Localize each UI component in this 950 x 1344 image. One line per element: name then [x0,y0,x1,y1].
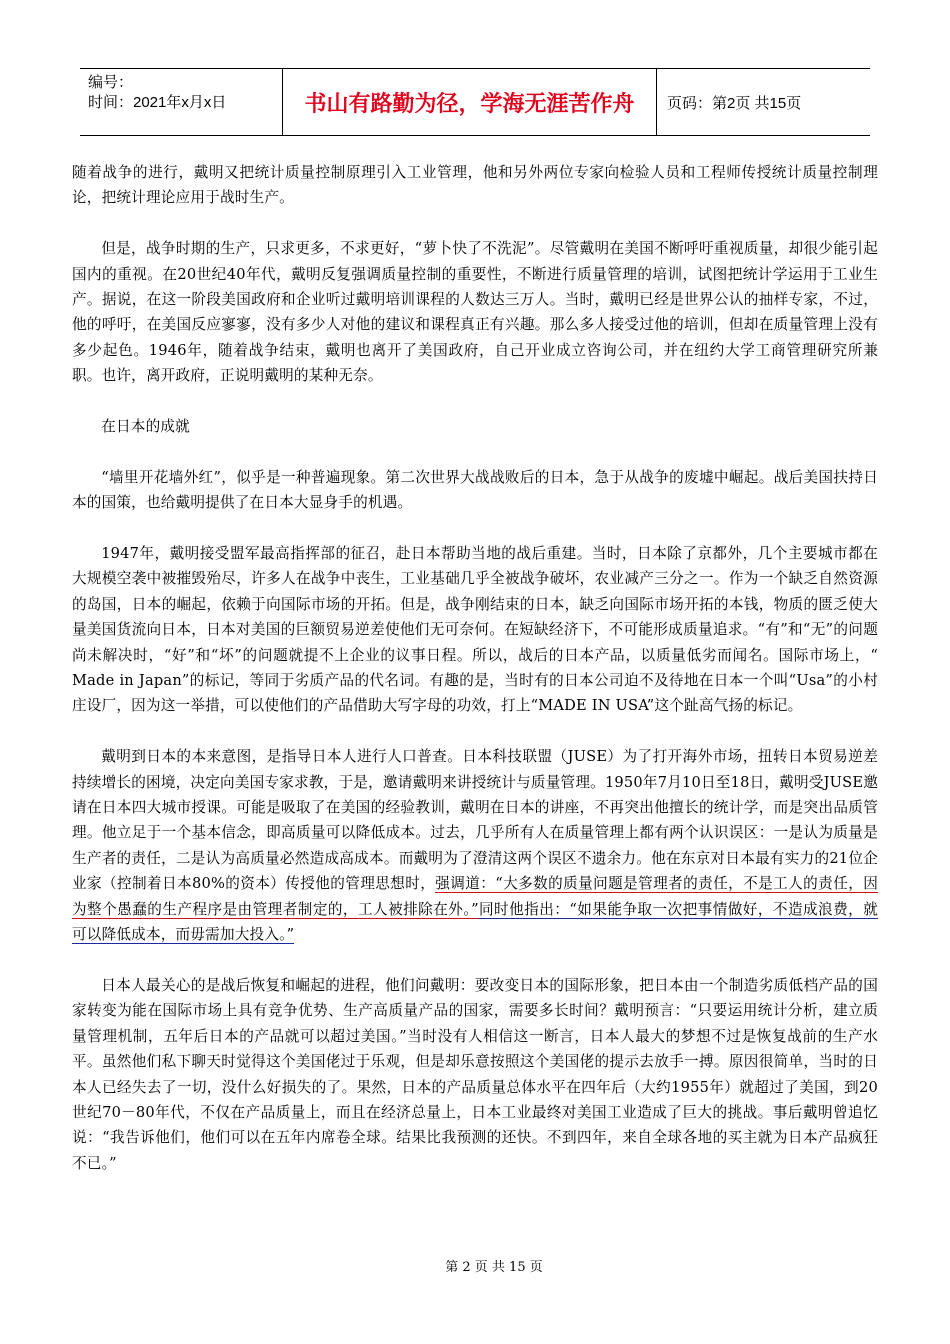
section-heading: 在日本的成就 [101,418,190,436]
paragraph-5 [72,744,878,947]
paragraph-5-text: 戴明到日本的本来意图，是指导日本人进行人口普查。日本科技联盟（JUSE）为了打开海外市场，扭转日本贸易逆差持续增长的困境，决定向美国专家求教，于是，邀请戴明来讲授统计与质量管理。1950年7月10日至18日，戴明受JUSE邀请在日本四大城市授课。可能是吸取了在美国的经验教训，戴明在日本的讲座，不再突出他擅长的统计学，而是突出品质管理。他立足于一个基本信念，即高质量可以降低成本。过去，几乎所有人在质量管理上都有两个认识误区：一是认为质量是生产者的责任，二是认为高质量必然造成高成本。而戴明为了澄清这两个误区不遗余力。他在东京对日本最有实力的21位企业家（控制着日本80%的资本）传授他的管理思想时， [72,748,878,893]
header-number-label: 编号： [88,74,134,91]
paragraph-2: 但是，战争时期的生产，只求更多，不求更好，“萝卜快了不洗泥”。尽管戴明在美国不断呼吁重视质量，却很少能引起国内的重视。在20世纪40年代，戴明反复强调质量控制的重要性，不断进行质量管理的培训，试图把统计学运用于工业生产。据说，在这一阶段美国政府和企业听过戴明培训课程的人数达三万人。当时，戴明已经是世界公认的抽样专家，不过，他的呼吁，在美国反应寥寥，没有多少人对他的建议和课程真正有兴趣。那么多人接受过他的培训，但却在质量管理上没有多少起色。1946年，随着战争结束，戴明也离开了美国政府，自己开业成立咨询公司，并在纽约大学工商管理研究所兼职。也许，离开政府，正说明戴明的某种无奈。 [72,240,878,385]
header-date: 时间：2021年x月x日 [88,94,227,111]
red-underlined-quote: 强调道：“大多数的质量问题是管理者的责任，不是工人的责任，因为整个愚蠢的生产程序是由管理者制定的，工人被排除在外。” [72,875,878,918]
paragraph-6: 日本人最关心的是战后恢复和崛起的进程，他们问戴明：要改变日本的国际形象，把日本由一个制造劣质低档产品的国家转变为能在国际市场上具有竞争优势、生产高质量产品的国家，需要多长时间？戴明预言：“只要运用统计分析，建立质量管理机制，五年后日本的产品就可以超过美国。”当时没有人相信这一断言，日本人最大的梦想不过是恢复战前的生产水平。虽然他们私下聊天时觉得这个美国佬过于乐观，但是却乐意按照这个美国佬的提示去放手一搏。原因很简单，当时的日本人已经失去了一切，没什么好损失的了。果然，日本的产品质量总体水平在四年后（大约1955年）就超过了美国，到20世纪70－80年代，不仅在产品质量上，而且在经济总量上，日本工业最终对美国工业造成了巨大的挑战。事后戴明曾追忆说：“我告诉他们，他们可以在五年内席卷全球。结果比我预测的还快。不到四年，来自全球各地的买主就为日本产品疯狂不已。” [72,976,878,1172]
page-footer: 第 2 页 共 15 页 [445,1260,543,1275]
page-header [80,68,870,136]
paragraph-4: 1947年，戴明接受盟军最高指挥部的征召，赴日本帮助当地的战后重建。当时，日本除了京都外，几个主要城市都在大规模空袭中被摧毁殆尽，许多人在战争中丧生，工业基础几乎全被战争破坏，农业减产三分之一。作为一个缺乏自然资源的岛国，日本的崛起，依赖于向国际市场的开拓。但是，战争刚结束的日本，缺乏向国际市场开拓的本钱，物质的匮乏使大量美国货流向日本，日本对美国的巨额贸易逆差使他们无可奈何。在短缺经济下，不可能形成质量追求。“有”和“无”的问题尚未解决时，“好”和“坏”的问题就提不上企业的议事日程。所以，战后的日本产品，以质量低劣而闻名。国际市场上，“ Made in Japan”的标记，等同于劣质产品的代名词。有趣的是，当时有的日本公司迫不及待地在日本一个叫“Usa”的小村庄设厂，因为这一举措，可以使他们的产品借助大写字母的功效，打上“MADE IN USA”这个趾高气扬的标记。 [72,545,878,715]
paragraph-1: 随着战争的进行，戴明又把统计质量控制原理引入工业管理，他和另外两位专家向检验人员和工程师传授统计质量控制理论，把统计理论应用于战时生产。 [72,164,878,207]
document-body [72,160,878,1202]
header-page-info: 页码：第2页 共15页 [667,94,802,112]
blue-underlined-quote: 同时他指出：“如果能争取一次把事情做好，不造成浪费，就可以降低成本，而毋需加大投入。” [72,900,878,944]
header-meta [80,69,283,135]
header-motto: 书山有路勤为径，学海无涯苦作舟 [283,69,657,135]
paragraph-3: “墙里开花墙外红”，似乎是一种普遍现象。第二次世界大战战败后的日本，急于从战争的废墟中崛起。战后美国扶持日本的国策，也给戴明提供了在日本大显身手的机遇。 [72,468,878,512]
